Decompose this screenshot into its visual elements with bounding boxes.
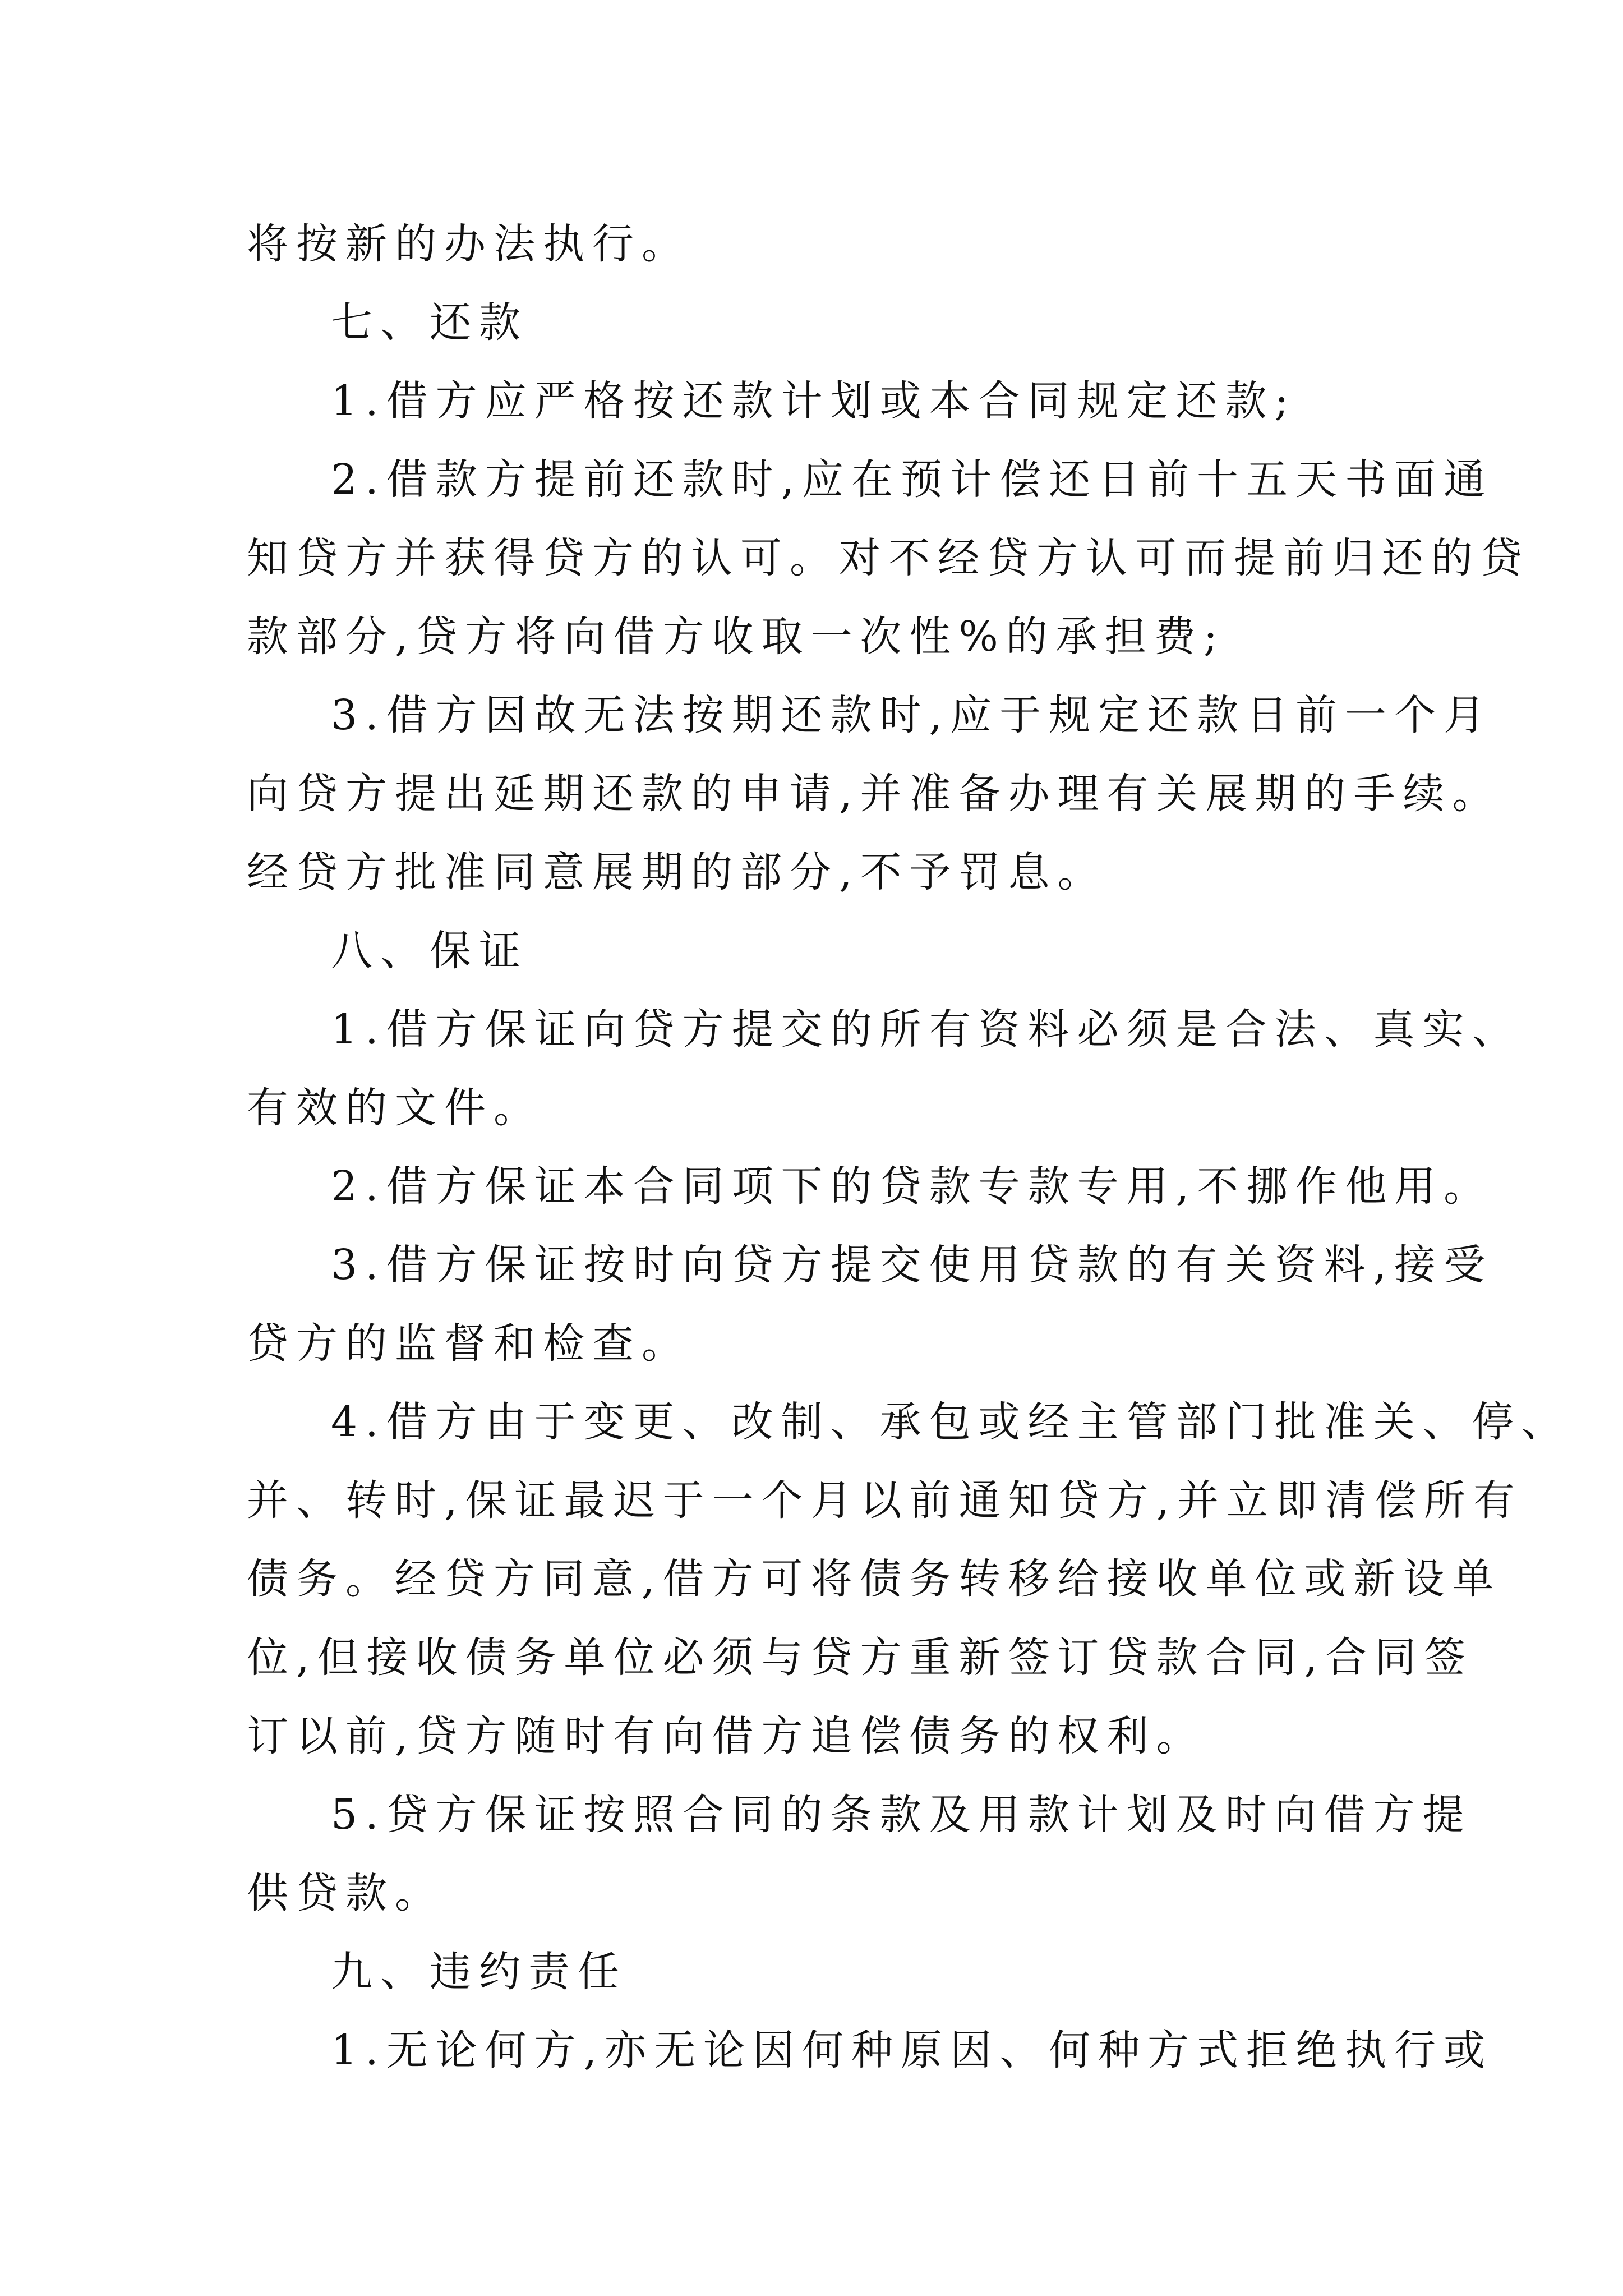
text-line: 订以前,贷方随时有向借方追偿债务的权利。 (247, 1712, 1206, 1760)
text-line: 3.借方因故无法按期还款时,应于规定还款日前一个月 (331, 691, 1493, 739)
text-line: 向贷方提出延期还款的申请,并准备办理有关展期的手续。 (247, 770, 1502, 818)
text-line: 款部分,贷方将向借方收取一次性%的承担费; (247, 613, 1225, 661)
text-line: 2.借方保证本合同项下的贷款专款专用,不挪作他用。 (331, 1162, 1493, 1211)
text-line: 债务。经贷方同意,借方可将债务转移给接收单位或新设单 (247, 1555, 1502, 1603)
text-line: 位,但接收债务单位必须与贷方重新签订贷款合同,合同签 (247, 1634, 1474, 1682)
text-line: 1.借方保证向贷方提交的所有资料必须是合法、真实、 (331, 1005, 1521, 1053)
text-line: 1.无论何方,亦无论因何种原因、何种方式拒绝执行或 (331, 2026, 1493, 2074)
text-line: 4.借方由于变更、改制、承包或经主管部门批准关、停、 (331, 1398, 1571, 1446)
text-line: 3.借方保证按时向贷方提交使用贷款的有关资料,接受 (331, 1241, 1493, 1289)
text-line: 经贷方批准同意展期的部分,不予罚息。 (247, 848, 1107, 896)
text-line: 并、转时,保证最迟于一个月以前通知贷方,并立即清偿所有 (247, 1476, 1523, 1525)
section-heading-guarantee: 八、保证 (331, 927, 528, 975)
text-line: 5.贷方保证按照合同的条款及用款计划及时向借方提 (331, 1791, 1472, 1839)
text-line: 供贷款。 (247, 1869, 444, 1917)
section-heading-repayment: 七、还款 (331, 298, 528, 347)
text-line: 1.借方应严格按还款计划或本合同规定还款; (331, 377, 1297, 425)
section-heading-liability: 九、违约责任 (331, 1948, 627, 1996)
text-line: 贷方的监督和检查。 (247, 1319, 691, 1368)
text-line: 知贷方并获得贷方的认可。对不经贷方认可而提前归还的贷 (247, 534, 1530, 582)
text-line: 有效的文件。 (247, 1084, 543, 1132)
text-line: 将按新的办法执行。 (247, 220, 691, 268)
text-line: 2.借款方提前还款时,应在预计偿还日前十五天书面通 (331, 455, 1493, 504)
